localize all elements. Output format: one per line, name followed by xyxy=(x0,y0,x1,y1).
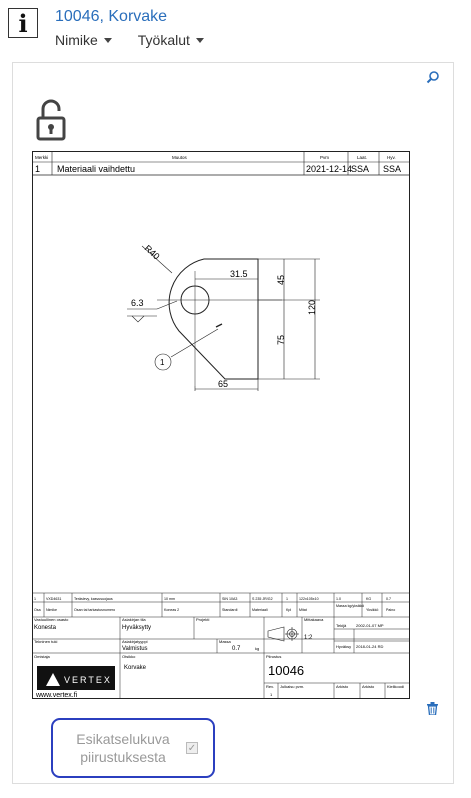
rev-header-merkki: Merkki xyxy=(35,155,49,160)
preview-label: Esikatselukuva piirustuksesta xyxy=(76,731,170,765)
tb-kieli-label: Kielikoodi xyxy=(387,684,405,689)
parts-cell: 122x105x10 xyxy=(299,597,319,601)
tb-projekti-label: Projekti xyxy=(196,617,210,622)
parts-cell: 1.0 xyxy=(336,597,341,601)
parts-header: Osan tai tarkastusnumero xyxy=(74,608,116,612)
rev-merkki: 1 xyxy=(35,164,41,174)
parts-cell: Teräslevy, kasvusuojaus xyxy=(74,597,113,601)
tb-website: www.vertex.fi xyxy=(36,692,78,699)
drawing-preview[interactable] xyxy=(32,151,410,699)
tb-otsikko-label: Otsikko xyxy=(122,654,136,659)
tb-arkisto2-label: Arkisto xyxy=(362,684,375,689)
parts-cell: 10 mm xyxy=(164,597,175,601)
caret-down-icon xyxy=(196,38,204,43)
tb-mittakaava: 1:2 xyxy=(304,635,313,641)
tb-asiakirja: Hyväksytty xyxy=(122,625,152,631)
preview-option[interactable] xyxy=(51,718,215,778)
tb-omistaja-label: Omistaja xyxy=(34,654,50,659)
tb-mittakaava-label: Mittakaava xyxy=(304,617,324,622)
rev-header-pvm: Pvm xyxy=(320,155,329,160)
tb-rev-label: Rev. xyxy=(266,684,274,689)
tb-hyvaksyja: 2018-01-24 RD xyxy=(356,644,384,649)
unlocked-icon xyxy=(35,98,67,142)
dim-radius: R40 xyxy=(142,243,162,262)
parts-cell: KG xyxy=(366,597,372,601)
tb-asiakirjatyyppi: Valmistus xyxy=(122,646,148,652)
tb-tekija-label: Tekijä xyxy=(336,623,347,628)
tb-vastuullinen: Konesta xyxy=(34,625,57,631)
parts-header: Standardi xyxy=(222,608,238,612)
dim-hole: 31.5 xyxy=(230,269,248,279)
logo-text: VERTEX xyxy=(64,675,112,685)
parts-cell: S 235 JR/G2 xyxy=(252,597,273,601)
parts-header: Paino xyxy=(386,608,396,612)
page-title: 10046, Korvake xyxy=(55,8,168,25)
rev-muutos: Materiaali vaihdettu xyxy=(57,164,136,174)
parts-header: Yksikkö xyxy=(366,608,379,612)
rev-header-hyv: Hyv. xyxy=(387,155,396,160)
parts-cell: 1 xyxy=(34,597,36,601)
parts-header: Kpl xyxy=(286,608,292,612)
rev-header-laat: Laat. xyxy=(357,155,368,160)
parts-header: Materiaali xyxy=(252,608,268,612)
tb-piirustus: 10046 xyxy=(268,663,305,678)
parts-header: Koneas 2 xyxy=(164,608,180,612)
tb-julkaisu-label: Julkaisu pvm. xyxy=(280,684,305,689)
parts-header: Nimike xyxy=(46,608,57,612)
tb-vastuullinen-label: Vastuullinen osasto xyxy=(34,617,69,622)
dim-120: 120 xyxy=(307,299,317,315)
tb-asiakirja-label: Asiakirjan tila xyxy=(122,617,146,622)
caret-down-icon xyxy=(104,38,112,43)
tb-massa-label: Massa xyxy=(219,639,231,644)
tb-rev: 1 xyxy=(270,692,273,697)
parts-cell: 0.7 xyxy=(386,597,391,601)
menu-bar xyxy=(55,32,204,48)
trash-icon[interactable] xyxy=(427,702,438,715)
info-icon: i xyxy=(8,8,38,38)
menu-nimike[interactable] xyxy=(55,32,112,48)
dim-65: 65 xyxy=(218,379,229,389)
zoom-icon[interactable] xyxy=(426,70,440,84)
menu-nimike-label: Nimike xyxy=(55,32,98,48)
tb-otsikko: Korvake xyxy=(124,665,147,671)
tb-piirustus-label: Piirustus xyxy=(266,654,282,659)
parts-header: Osa xyxy=(34,608,41,612)
rev-header-muutos: Muutos xyxy=(172,155,187,160)
parts-header: Mitat xyxy=(299,608,307,612)
tb-arkisto-label: Arkisto xyxy=(336,684,349,689)
rev-hyv: SSA xyxy=(383,164,402,174)
parts-cell: VXD4631 xyxy=(46,597,62,601)
tb-asiakirjatyyppi-label: Asiakirjatyyppi xyxy=(122,639,148,644)
menu-tyokalut[interactable] xyxy=(138,32,204,48)
tb-tekija: 2002-01-07 MP xyxy=(356,623,384,628)
menu-tyokalut-label: Työkalut xyxy=(137,32,190,48)
parts-header: Massa kg/yksikkö xyxy=(336,604,365,608)
balloon-number: 1 xyxy=(160,358,165,367)
preview-checkbox[interactable]: ✓ xyxy=(187,742,197,754)
rev-laatija: SSA xyxy=(351,164,370,174)
dim-75: 75 xyxy=(276,334,286,345)
parts-cell: SIN 10A3 xyxy=(222,597,238,601)
tb-massa-unit: kg xyxy=(255,646,260,651)
parts-cell: 1 xyxy=(286,597,288,601)
dim-weld: 6.3 xyxy=(131,298,144,308)
dim-45: 45 xyxy=(276,274,286,285)
tb-hyvaksyja-label: Hyväksy xyxy=(336,644,352,649)
tb-tekninen-label: Tekninen tuki xyxy=(34,639,58,644)
rev-pvm: 2021-12-14 xyxy=(306,164,353,174)
tb-massa: 0.7 xyxy=(232,646,241,652)
